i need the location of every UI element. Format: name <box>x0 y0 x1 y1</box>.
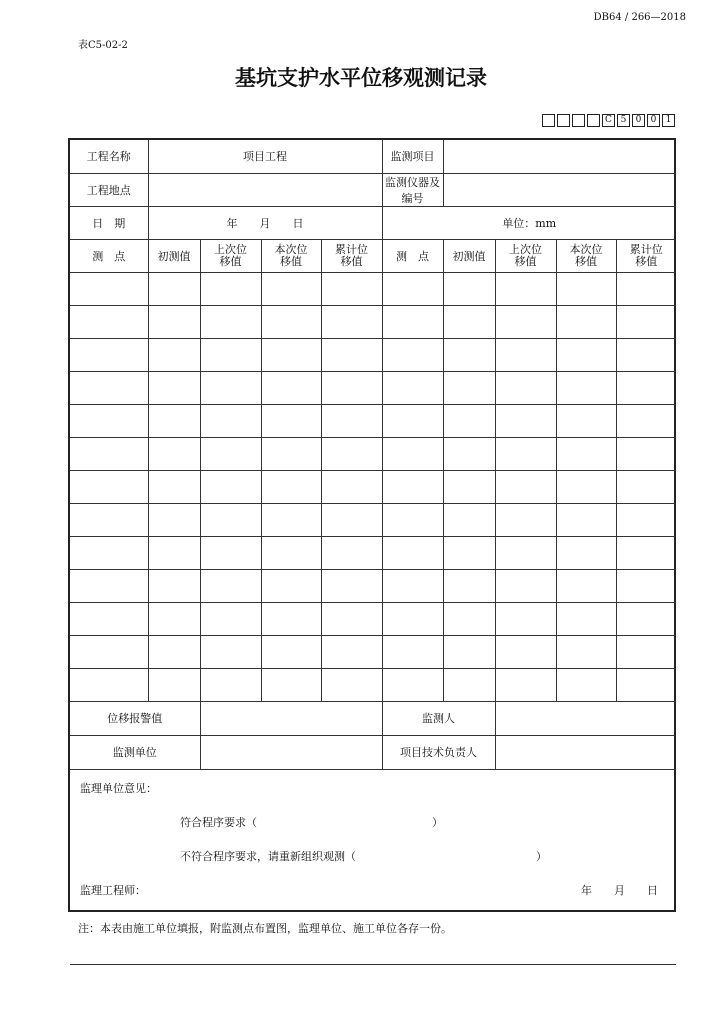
table-cell[interactable] <box>616 305 676 338</box>
table-cell[interactable] <box>616 635 676 668</box>
table-cell[interactable] <box>556 668 616 701</box>
table-cell[interactable] <box>148 635 200 668</box>
table-cell[interactable] <box>443 470 495 503</box>
table-cell[interactable] <box>148 437 200 470</box>
table-cell[interactable] <box>495 371 556 404</box>
alarm-value-field[interactable] <box>200 701 382 735</box>
table-cell[interactable] <box>148 503 200 536</box>
table-cell[interactable] <box>70 503 148 536</box>
table-cell[interactable] <box>616 470 676 503</box>
table-cell[interactable] <box>148 668 200 701</box>
table-row <box>70 338 676 371</box>
table-cell[interactable] <box>443 668 495 701</box>
table-cell[interactable] <box>200 602 261 635</box>
table-cell[interactable] <box>556 470 616 503</box>
table-cell[interactable] <box>200 305 261 338</box>
table-cell[interactable] <box>200 503 261 536</box>
col-point: 测 点 <box>70 239 148 272</box>
table-cell[interactable] <box>70 602 148 635</box>
table-cell[interactable] <box>261 437 321 470</box>
col-curr-l1: 本次位 <box>569 242 603 256</box>
project-site-value[interactable] <box>148 173 382 206</box>
table-cell[interactable] <box>261 272 321 305</box>
table-cell[interactable] <box>556 437 616 470</box>
table-cell[interactable] <box>495 470 556 503</box>
table-cell[interactable] <box>261 503 321 536</box>
table-cell[interactable] <box>321 602 382 635</box>
code-box: 1 <box>662 114 675 127</box>
table-cell[interactable] <box>70 668 148 701</box>
table-row <box>70 305 676 338</box>
table-cell[interactable] <box>148 272 200 305</box>
table-cell[interactable] <box>261 635 321 668</box>
table-cell[interactable] <box>200 536 261 569</box>
table-cell[interactable] <box>382 569 443 602</box>
noncomply-close: ） <box>536 849 547 863</box>
table-cell[interactable] <box>261 536 321 569</box>
table-cell[interactable] <box>556 338 616 371</box>
col-prev-l2: 移值 <box>219 254 242 268</box>
table-cell[interactable] <box>70 536 148 569</box>
instrument-value[interactable] <box>443 173 676 206</box>
unit-label: 单位：mm <box>382 206 676 239</box>
table-cell[interactable] <box>556 272 616 305</box>
table-cell[interactable] <box>261 305 321 338</box>
code-box[interactable] <box>572 114 585 127</box>
table-cell[interactable] <box>200 272 261 305</box>
table-cell[interactable] <box>382 503 443 536</box>
table-cell[interactable] <box>70 338 148 371</box>
record-code-boxes <box>542 114 675 127</box>
table-cell[interactable] <box>382 272 443 305</box>
table-cell[interactable] <box>70 272 148 305</box>
table-cell[interactable] <box>261 569 321 602</box>
table-row <box>70 404 676 437</box>
table-cell[interactable] <box>148 602 200 635</box>
tech-lead-field[interactable] <box>495 735 676 769</box>
tech-lead-label: 项目技术负责人 <box>382 735 495 769</box>
table-cell[interactable] <box>443 338 495 371</box>
table-cell[interactable] <box>556 305 616 338</box>
table-cell[interactable] <box>382 602 443 635</box>
record-table <box>70 140 676 965</box>
project-name-value[interactable]: 项目工程 <box>148 140 382 173</box>
table-cell[interactable] <box>70 404 148 437</box>
table-cell[interactable] <box>443 569 495 602</box>
table-cell[interactable] <box>200 371 261 404</box>
col-prev-l1: 上次位 <box>214 242 247 256</box>
table-cell[interactable] <box>200 635 261 668</box>
table-row <box>70 569 676 602</box>
table-cell[interactable] <box>321 569 382 602</box>
table-cell[interactable] <box>70 305 148 338</box>
record-form <box>68 138 676 912</box>
table-row <box>70 536 676 569</box>
monitor-item-value[interactable] <box>443 140 676 173</box>
table-cell[interactable] <box>616 569 676 602</box>
col-prev-displacement <box>495 239 556 272</box>
table-cell[interactable] <box>261 668 321 701</box>
table-cell[interactable] <box>495 272 556 305</box>
monitor-unit-field[interactable] <box>200 735 382 769</box>
col-curr-l1: 本次位 <box>274 242 308 256</box>
col-curr-l2: 移值 <box>575 254 597 268</box>
table-cell[interactable] <box>200 668 261 701</box>
col-curr-l2: 移值 <box>280 254 302 268</box>
table-cell[interactable] <box>382 536 443 569</box>
table-cell[interactable] <box>616 602 676 635</box>
table-cell[interactable] <box>443 272 495 305</box>
table-row <box>70 437 676 470</box>
monitor-person-label: 监测人 <box>382 701 495 735</box>
table-cell[interactable] <box>382 668 443 701</box>
instrument-label: 监测仪器及编号 <box>382 173 443 206</box>
table-cell[interactable] <box>443 437 495 470</box>
table-row <box>70 602 676 635</box>
table-cell[interactable] <box>616 272 676 305</box>
table-cell[interactable] <box>495 536 556 569</box>
table-row <box>70 635 676 668</box>
table-cell[interactable] <box>382 338 443 371</box>
table-cell[interactable] <box>321 338 382 371</box>
table-row <box>70 272 676 305</box>
table-cell[interactable] <box>321 305 382 338</box>
col-curr-displacement <box>556 239 616 272</box>
table-cell[interactable] <box>148 371 200 404</box>
table-cell[interactable] <box>495 338 556 371</box>
table-cell[interactable] <box>200 338 261 371</box>
col-prev-l2: 移值 <box>514 254 537 268</box>
table-cell[interactable] <box>70 371 148 404</box>
table-cell[interactable] <box>321 503 382 536</box>
table-cell[interactable] <box>443 371 495 404</box>
table-cell[interactable] <box>443 536 495 569</box>
table-cell[interactable] <box>148 404 200 437</box>
alarm-value-label: 位移报警值 <box>70 701 200 735</box>
table-cell[interactable] <box>148 536 200 569</box>
table-cell[interactable] <box>382 470 443 503</box>
table-cell[interactable] <box>382 371 443 404</box>
table-cell[interactable] <box>70 635 148 668</box>
table-cell[interactable] <box>70 470 148 503</box>
code-box: 0 <box>632 114 645 127</box>
table-cell[interactable] <box>70 437 148 470</box>
code-box[interactable] <box>542 114 555 127</box>
table-cell[interactable] <box>443 635 495 668</box>
monitor-person-field[interactable] <box>495 701 676 735</box>
table-cell[interactable] <box>321 536 382 569</box>
table-cell[interactable] <box>616 437 676 470</box>
table-cell[interactable] <box>148 305 200 338</box>
monitor-unit-label: 监测单位 <box>70 735 200 769</box>
table-cell[interactable] <box>321 668 382 701</box>
table-cell[interactable] <box>495 668 556 701</box>
col-point: 测 点 <box>382 239 443 272</box>
comply-close: ） <box>432 815 443 829</box>
col-initial: 初测值 <box>443 239 495 272</box>
table-cell[interactable] <box>261 371 321 404</box>
table-cell[interactable] <box>443 305 495 338</box>
table-cell[interactable] <box>321 272 382 305</box>
table-cell[interactable] <box>321 437 382 470</box>
comply-text: 符合程序要求（ <box>180 815 257 829</box>
table-cell[interactable] <box>382 404 443 437</box>
table-cell[interactable] <box>200 404 261 437</box>
table-row <box>70 470 676 503</box>
form-number: 表C5-02-2 <box>78 40 128 51</box>
col-cum-displacement <box>616 239 676 272</box>
table-cell[interactable] <box>321 371 382 404</box>
col-cum-l2: 移值 <box>340 254 363 268</box>
table-cell[interactable] <box>148 569 200 602</box>
table-cell[interactable] <box>443 602 495 635</box>
table-cell[interactable] <box>616 536 676 569</box>
table-row <box>70 668 676 701</box>
table-cell[interactable] <box>495 569 556 602</box>
table-cell[interactable] <box>495 602 556 635</box>
table-cell[interactable] <box>200 470 261 503</box>
table-cell[interactable] <box>495 503 556 536</box>
table-row <box>70 503 676 536</box>
col-prev-displacement <box>200 239 261 272</box>
supervising-engineer-label: 监理工程师： <box>80 883 146 897</box>
table-cell[interactable] <box>443 503 495 536</box>
table-cell[interactable] <box>495 404 556 437</box>
date-label: 日 期 <box>70 206 148 239</box>
code-box: C <box>602 114 615 127</box>
table-cell[interactable] <box>556 371 616 404</box>
table-cell[interactable] <box>556 503 616 536</box>
table-cell[interactable] <box>200 437 261 470</box>
table-cell[interactable] <box>200 569 261 602</box>
footer-note: 注：本表由施工单位填报，附监测点布置图，监理单位、施工单位各存一份。 <box>78 922 452 935</box>
table-cell[interactable] <box>616 371 676 404</box>
col-prev-l1: 上次位 <box>509 242 542 256</box>
code-box[interactable] <box>557 114 570 127</box>
table-cell[interactable] <box>261 404 321 437</box>
table-cell[interactable] <box>321 404 382 437</box>
table-cell[interactable] <box>321 470 382 503</box>
col-cum-l1: 累计位 <box>629 242 663 256</box>
col-cum-l1: 累计位 <box>335 242 368 256</box>
project-site-label: 工程地点 <box>70 173 148 206</box>
table-row <box>70 371 676 404</box>
table-cell[interactable] <box>616 503 676 536</box>
col-curr-displacement <box>261 239 321 272</box>
table-cell[interactable] <box>616 668 676 701</box>
supervision-date: 年 月 日 <box>581 883 658 897</box>
table-cell[interactable] <box>556 602 616 635</box>
date-value[interactable]: 年 月 日 <box>148 206 382 239</box>
col-cum-l2: 移值 <box>635 254 658 268</box>
page-title: 基坑支护水平位移观测记录 <box>235 66 487 90</box>
table-cell[interactable] <box>70 569 148 602</box>
noncomply-text: 不符合程序要求，请重新组织观测（ <box>180 849 356 863</box>
table-cell[interactable] <box>556 635 616 668</box>
table-cell[interactable] <box>148 470 200 503</box>
monitor-item-label: 监测项目 <box>382 140 443 173</box>
supervision-opinion-label: 监理单位意见： <box>80 781 157 795</box>
table-cell[interactable] <box>616 404 676 437</box>
col-cum-displacement <box>321 239 382 272</box>
table-cell[interactable] <box>382 305 443 338</box>
table-cell[interactable] <box>321 635 382 668</box>
code-box[interactable] <box>587 114 600 127</box>
table-cell[interactable] <box>495 635 556 668</box>
table-cell[interactable] <box>495 305 556 338</box>
table-cell[interactable] <box>556 404 616 437</box>
code-box: 0 <box>647 114 660 127</box>
table-cell[interactable] <box>616 338 676 371</box>
table-cell[interactable] <box>382 635 443 668</box>
table-cell[interactable] <box>556 569 616 602</box>
col-initial: 初测值 <box>148 239 200 272</box>
standard-number: DB64 / 266—2018 <box>593 12 686 23</box>
table-cell[interactable] <box>261 470 321 503</box>
table-cell[interactable] <box>261 338 321 371</box>
code-box: 5 <box>617 114 630 127</box>
table-cell[interactable] <box>382 437 443 470</box>
table-cell[interactable] <box>495 437 556 470</box>
project-name-label: 工程名称 <box>70 140 148 173</box>
table-cell[interactable] <box>261 602 321 635</box>
table-cell[interactable] <box>443 404 495 437</box>
table-cell[interactable] <box>148 338 200 371</box>
table-cell[interactable] <box>556 536 616 569</box>
